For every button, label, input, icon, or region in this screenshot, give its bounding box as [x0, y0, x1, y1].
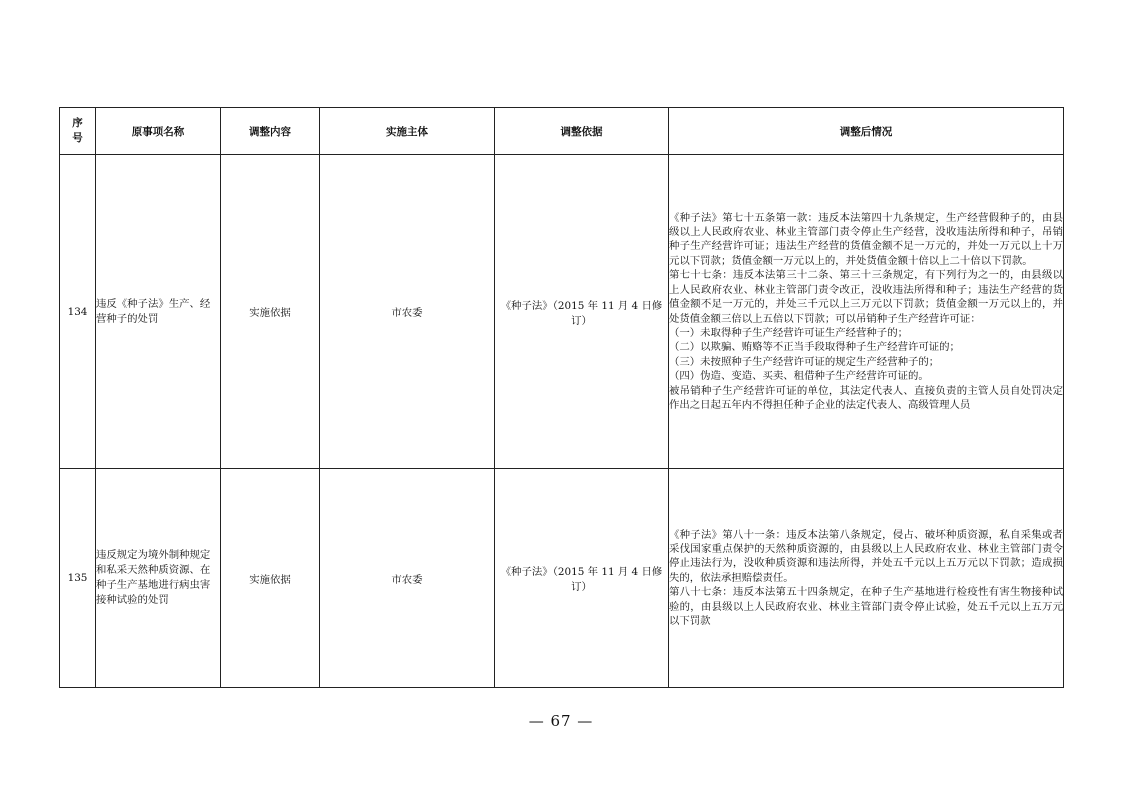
- after-paragraph: （四）伪造、变造、买卖、租借种子生产经营许可证的。: [669, 370, 929, 383]
- header-basis: 调整依据: [495, 108, 669, 155]
- after-paragraph: 被吊销种子生产经营许可证的单位，其法定代表人、直接负责的主管人员自处罚决定作出之日起五年内不得担任种子企业的法定代表人、高级管理人员: [669, 384, 1063, 411]
- page-number: — 67 —: [528, 712, 594, 730]
- header-seq: [60, 108, 96, 155]
- row-basis: 《种子法》（2015 年 11 月 4 日修订）: [495, 469, 669, 688]
- header-name: 原事项名称: [96, 108, 221, 155]
- row-after: [669, 469, 1064, 688]
- row-content: 实施依据: [221, 155, 320, 469]
- row-subject: 市农委: [320, 155, 495, 469]
- header-seq-line1: 序: [72, 117, 83, 129]
- header-subject: 实施主体: [320, 108, 495, 155]
- regulation-table-container: [59, 107, 1063, 688]
- regulation-table: [59, 107, 1064, 688]
- after-paragraph: 《种子法》第八十一条：违反本法第八条规定，侵占、破坏种质资源，私自采集或者采伐国家重点保护的天然种质资源的，由县级以上人民政府农业、林业主管部门责令停止违法行为，没收种质资源和违法所得，并处五千元以上五万元以下罚款；造成损失的，依法承担赔偿责任。: [669, 528, 1063, 584]
- after-paragraph: （二）以欺骗、贿赂等不正当手段取得种子生产经营许可证的；: [669, 341, 960, 354]
- row-basis: 《种子法》（2015 年 11 月 4 日修订）: [495, 155, 669, 469]
- header-content: 调整内容: [221, 108, 320, 155]
- row-content: 实施依据: [221, 469, 320, 688]
- row-seq: 134: [60, 155, 96, 469]
- after-paragraph: 第七十七条：违反本法第三十二条、第三十三条规定，有下列行为之一的，由县级以上人民政府农业、林业主管部门责令改正，没收违法所得和种子；违法生产经营的货值金额不足一万元的，并处三千元以上三万元以下罚款；货值金额一万元以上的，并处货值金额三倍以上五倍以下罚款；可以吊销种子生产经营许可证：: [669, 269, 1063, 325]
- after-paragraph: 《种子法》第七十五条第一款：违反本法第四十九条规定，生产经营假种子的，由县级以上人民政府农业、林业主管部门责令停止生产经营，没收违法所得和种子，吊销种子生产经营许可证；违法生产经营的货值金额不足一万元的，并处一万元以上十万元以下罚款；货值金额一万元以上的，并处货值金额十倍以上二十倍以下罚款。: [669, 211, 1063, 267]
- table-row: [60, 469, 1064, 688]
- after-paragraph: （一）未取得种子生产经营许可证生产经营种子的；: [669, 326, 908, 339]
- row-seq: 135: [60, 469, 96, 688]
- after-paragraph: 第八十七条：违反本法第五十四条规定，在种子生产基地进行检疫性有害生物接种试验的，由县级以上人民政府农业、林业主管部门责令停止试验，处五千元以上五万元以下罚款: [669, 586, 1063, 628]
- after-paragraph: （三）未按照种子生产经营许可证的规定生产经营种子的；: [669, 355, 940, 368]
- table-row: [60, 155, 1064, 469]
- row-after: [669, 155, 1064, 469]
- row-name: 违反规定为境外制种规定和私采天然种质资源、在种子生产基地进行病虫害接种试验的处罚: [96, 469, 221, 688]
- row-name: 违反《种子法》生产、经营种子的处罚: [96, 155, 221, 469]
- row-subject: 市农委: [320, 469, 495, 688]
- header-after: 调整后情况: [669, 108, 1064, 155]
- table-header-row: [60, 108, 1064, 155]
- header-seq-line2: 号: [72, 132, 83, 144]
